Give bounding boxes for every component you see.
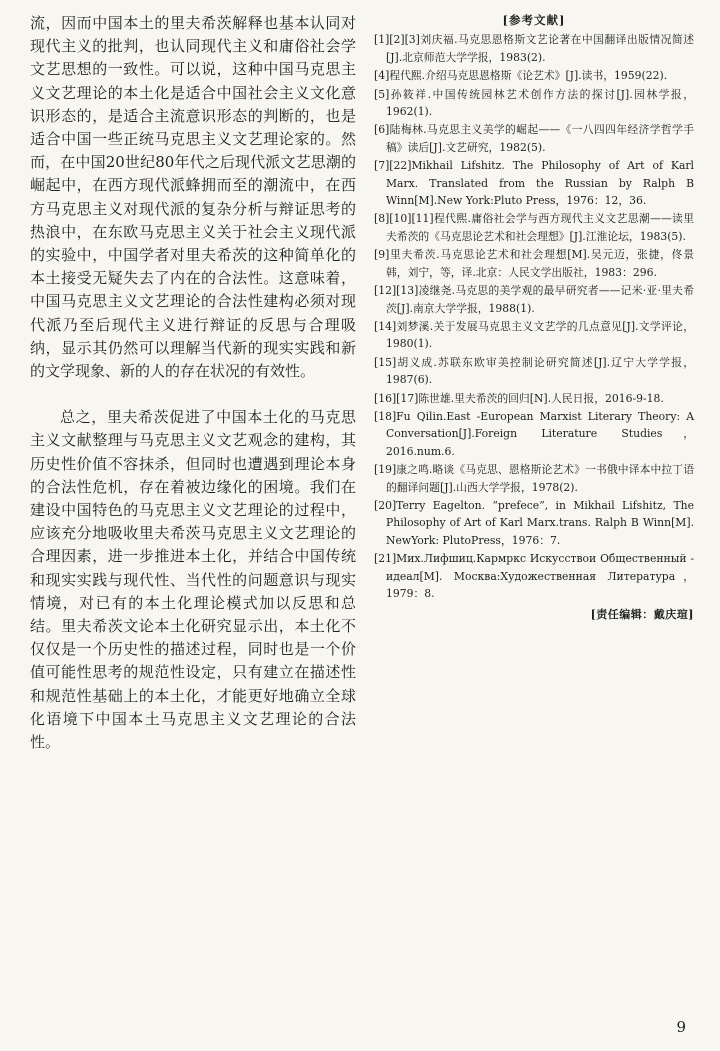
reference-item: [16][17]陈世雄.里夫希茨的回归[N].人民日报，2016-9-18. xyxy=(374,391,664,405)
references-heading: [参考文献] xyxy=(502,13,566,27)
references-column xyxy=(374,12,694,624)
page-number: 9 xyxy=(676,1018,686,1036)
reference-item: [4]程代熙.介绍马克思恩格斯《论艺术》[J].读书，1959(22). xyxy=(374,69,668,83)
reference-item: [15]胡义成.苏联东欧审美控制论研究简述[J].辽宁大学学报，1987(6). xyxy=(374,355,694,387)
reference-item: [14]刘梦溪.关于发展马克思主义文艺学的几点意见[J].文学评论，1980(1). xyxy=(374,319,694,351)
reference-item: [6]陆梅林.马克思主义美学的崛起——《一八四四年经济学哲学手稿》读后[J].文艺研究，1982(5). xyxy=(374,123,694,154)
reference-item: [18]Fu Qilin.East -European Marxist Literary Theory: A Conversation[J].Foreign Literature Studies，2016.num.6. xyxy=(374,409,694,458)
reference-item: [5]孙筱祥.中国传统园林艺术创作方法的探讨[J].园林学报，1962(1). xyxy=(374,87,694,119)
reference-item: [7][22]Mikhail Lifshitz. The Philosophy of Art of Karl Marx. Translated from the Russian by Ralph B Winn[M].New York:Pluto Press，1976：12，36. xyxy=(374,159,694,208)
body-paragraph: 总之，里夫希茨促进了中国本土化的马克思主义文献整理与马克思主义文艺观念的建构，其历史性价值不容抹杀，但同时也遭遇到理论本身的合法性危机，存在着被边缘化的困境。我们在建设中国特色的马克思主义文艺理论的过程中，应该充分地吸收里夫希茨马克思主义文艺理论的合理因素，进一步推进本土化，并结合中国传统和现实实践与现代性、当代性的问题意识与现实情境，对已有的本土化理论模式加以反思和总结。里夫希茨文论本土化研究显示出，本土化不仅仅是一个历史性的描述过程，同时也是一个价值可能性思考的规范性设定，只有建立在描述性和规范性基础上的本土化，才能更好地确立全球化语境下中国本土马克思主义文艺理论的合法性。 xyxy=(30,408,356,752)
body-paragraph: 流，因而中国本土的里夫希茨解释也基本认同对现代主义的批判，也认同现代主义和庸俗社会学文艺思想的一致性。可以说，这种中国马克思主义文艺理论的本土化是适合中国社会主义文化意识形态的，是适合主流意识形态的判断的，也是适合中国一些正统马克思主义文艺理论家的。然而，在中国20世纪80年代之后现代派文艺思潮的崛起中，在西方现代派蜂拥而至的潮流中，在西方马克思主义对现代派的复杂分析与辩证思考的热浪中，在东欧马克思主义关于社会主义现代派的实验中，中国学者对里夫希茨的这种简单化的本土接受无疑失去了内在的合法性。这意味着，中国马克思主义文艺理论的合法性建构必须对现代派乃至后现代主义进行辩证的反思与合理吸纳，显示其仍然可以理解当代新的现实实践和新的文学现象、新的人的存在状况的有效性。 xyxy=(30,14,356,381)
reference-item: [20]Terry Eagelton. “prefece”, in Mikhail Lifshitz, The Philosophy of Art of Karl Marx.trans. Ralph B Winn[M]. NewYork: PlutoPress，1976：7. xyxy=(374,498,694,547)
reference-item: [19]康之鸣.略谈《马克思、恩格斯论艺术》一书俄中译本中拉丁语的翻译问题[J].山西大学学报，1978(2). xyxy=(374,463,694,494)
reference-item: [12][13]凌继尧.马克思的美学观的最早研究者——记米·亚·里夫希茨[J].南京大学学报，1988(1). xyxy=(374,284,694,315)
reference-item: [9]里夫希茨.马克思论艺术和社会理想[M].吴元迈，张捷，佟景韩，刘宁，等，译.北京：人民文学出版社，1983：296. xyxy=(374,248,694,279)
reference-list xyxy=(374,31,694,602)
body-text-column xyxy=(30,12,356,754)
reference-item: [1][2][3]刘庆福.马克思恩格斯文艺论著在中国翻译出版情况简述[J].北京师范大学学报，1983(2). xyxy=(374,33,694,64)
responsible-editor: [责任编辑：戴庆瑄] xyxy=(590,608,694,622)
reference-item: [8][10][11]程代熙.庸俗社会学与西方现代主义文艺思潮——读里夫希茨的《马克思论艺术和社会理想》[J].江淮论坛，1983(5). xyxy=(374,212,694,243)
reference-item: [21]Мих.Лифшиц.Кармркс Искусствои Общественный - идеал[M]. Москва:Художественная Литература，1979：8. xyxy=(374,552,694,600)
